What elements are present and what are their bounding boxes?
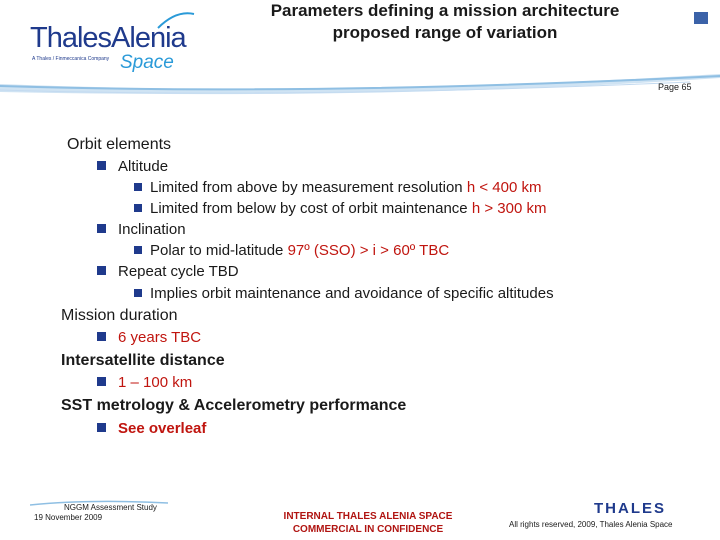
sst-link[interactable]: See overleaf <box>118 420 207 437</box>
intersatellite-value: 1 – 100 km <box>118 374 193 391</box>
repeat-detail-text: Implies orbit maintenance and avoidance of specific altitudes <box>150 285 554 302</box>
bullet-square-icon <box>97 266 106 275</box>
bullet-square-icon <box>97 224 106 233</box>
inclination-label: Inclination <box>118 221 186 238</box>
bullet-square-icon <box>134 289 142 297</box>
slide-title-line2: proposed range of variation <box>332 23 558 42</box>
list-item-intersatellite <box>97 374 192 391</box>
altitude-below-value: h > 300 km <box>471 200 547 217</box>
thales-footer-logo: THALES <box>594 500 666 517</box>
logo-tagline: A Thales / Finmeccanica Company <box>32 56 110 62</box>
list-item-altitude-below <box>134 200 546 217</box>
bullet-square-icon <box>97 423 106 432</box>
bullet-square-icon <box>97 332 106 341</box>
logo-arc-icon <box>156 8 196 30</box>
altitude-label: Altitude <box>118 158 169 175</box>
confidentiality-line2: COMMERCIAL IN CONFIDENCE <box>292 524 444 535</box>
footer-study-name: NGGM Assessment Study <box>64 503 157 512</box>
thales-alenia-logo <box>22 8 192 73</box>
orbit-heading: Orbit elements <box>67 136 172 153</box>
bullet-square-icon <box>134 204 142 212</box>
bullet-square-icon <box>134 183 142 191</box>
inclination-value: 97º (SSO) > i > 60º TBC <box>287 242 450 259</box>
mission-duration-heading: Mission duration <box>61 307 178 324</box>
list-item-sst <box>97 420 206 437</box>
altitude-above-value: h < 400 km <box>466 179 542 196</box>
list-item-mission-duration <box>97 329 201 346</box>
list-item-altitude <box>97 158 168 175</box>
sst-heading: SST metrology & Accelerometry performance <box>61 397 407 414</box>
list-item-repeat-detail <box>134 285 554 302</box>
footer-date: 19 November 2009 <box>34 513 103 522</box>
footer-copyright: All rights reserved, 2009, Thales Alenia Space <box>509 520 673 529</box>
logo-main-text: ThalesAlenia <box>30 22 186 54</box>
slide-title <box>200 0 690 44</box>
logo-space-text: Space <box>120 52 174 73</box>
altitude-above-text: Limited from above by measurement resolution <box>150 179 467 196</box>
header-accent-square <box>694 12 708 24</box>
bullet-square-icon <box>134 246 142 254</box>
page-number: Page 65 <box>658 82 692 92</box>
mission-duration-value: 6 years TBC <box>118 329 202 346</box>
altitude-below-text: Limited from below by cost of orbit maintenance <box>150 200 472 217</box>
list-item-repeat-cycle <box>97 263 239 280</box>
inclination-text: Polar to mid-latitude <box>150 242 288 259</box>
confidentiality-line1: INTERNAL THALES ALENIA SPACE <box>283 511 453 522</box>
list-item-altitude-above <box>134 179 541 196</box>
list-item-inclination <box>97 221 186 238</box>
bullet-square-icon <box>97 161 106 170</box>
bullet-square-icon <box>97 377 106 386</box>
list-item-inclination-range <box>134 242 449 259</box>
slide-title-line1: Parameters defining a mission architecture <box>270 1 620 20</box>
footer-confidentiality <box>270 510 466 536</box>
intersatellite-heading: Intersatellite distance <box>61 352 225 369</box>
repeat-cycle-label: Repeat cycle TBD <box>118 263 239 280</box>
